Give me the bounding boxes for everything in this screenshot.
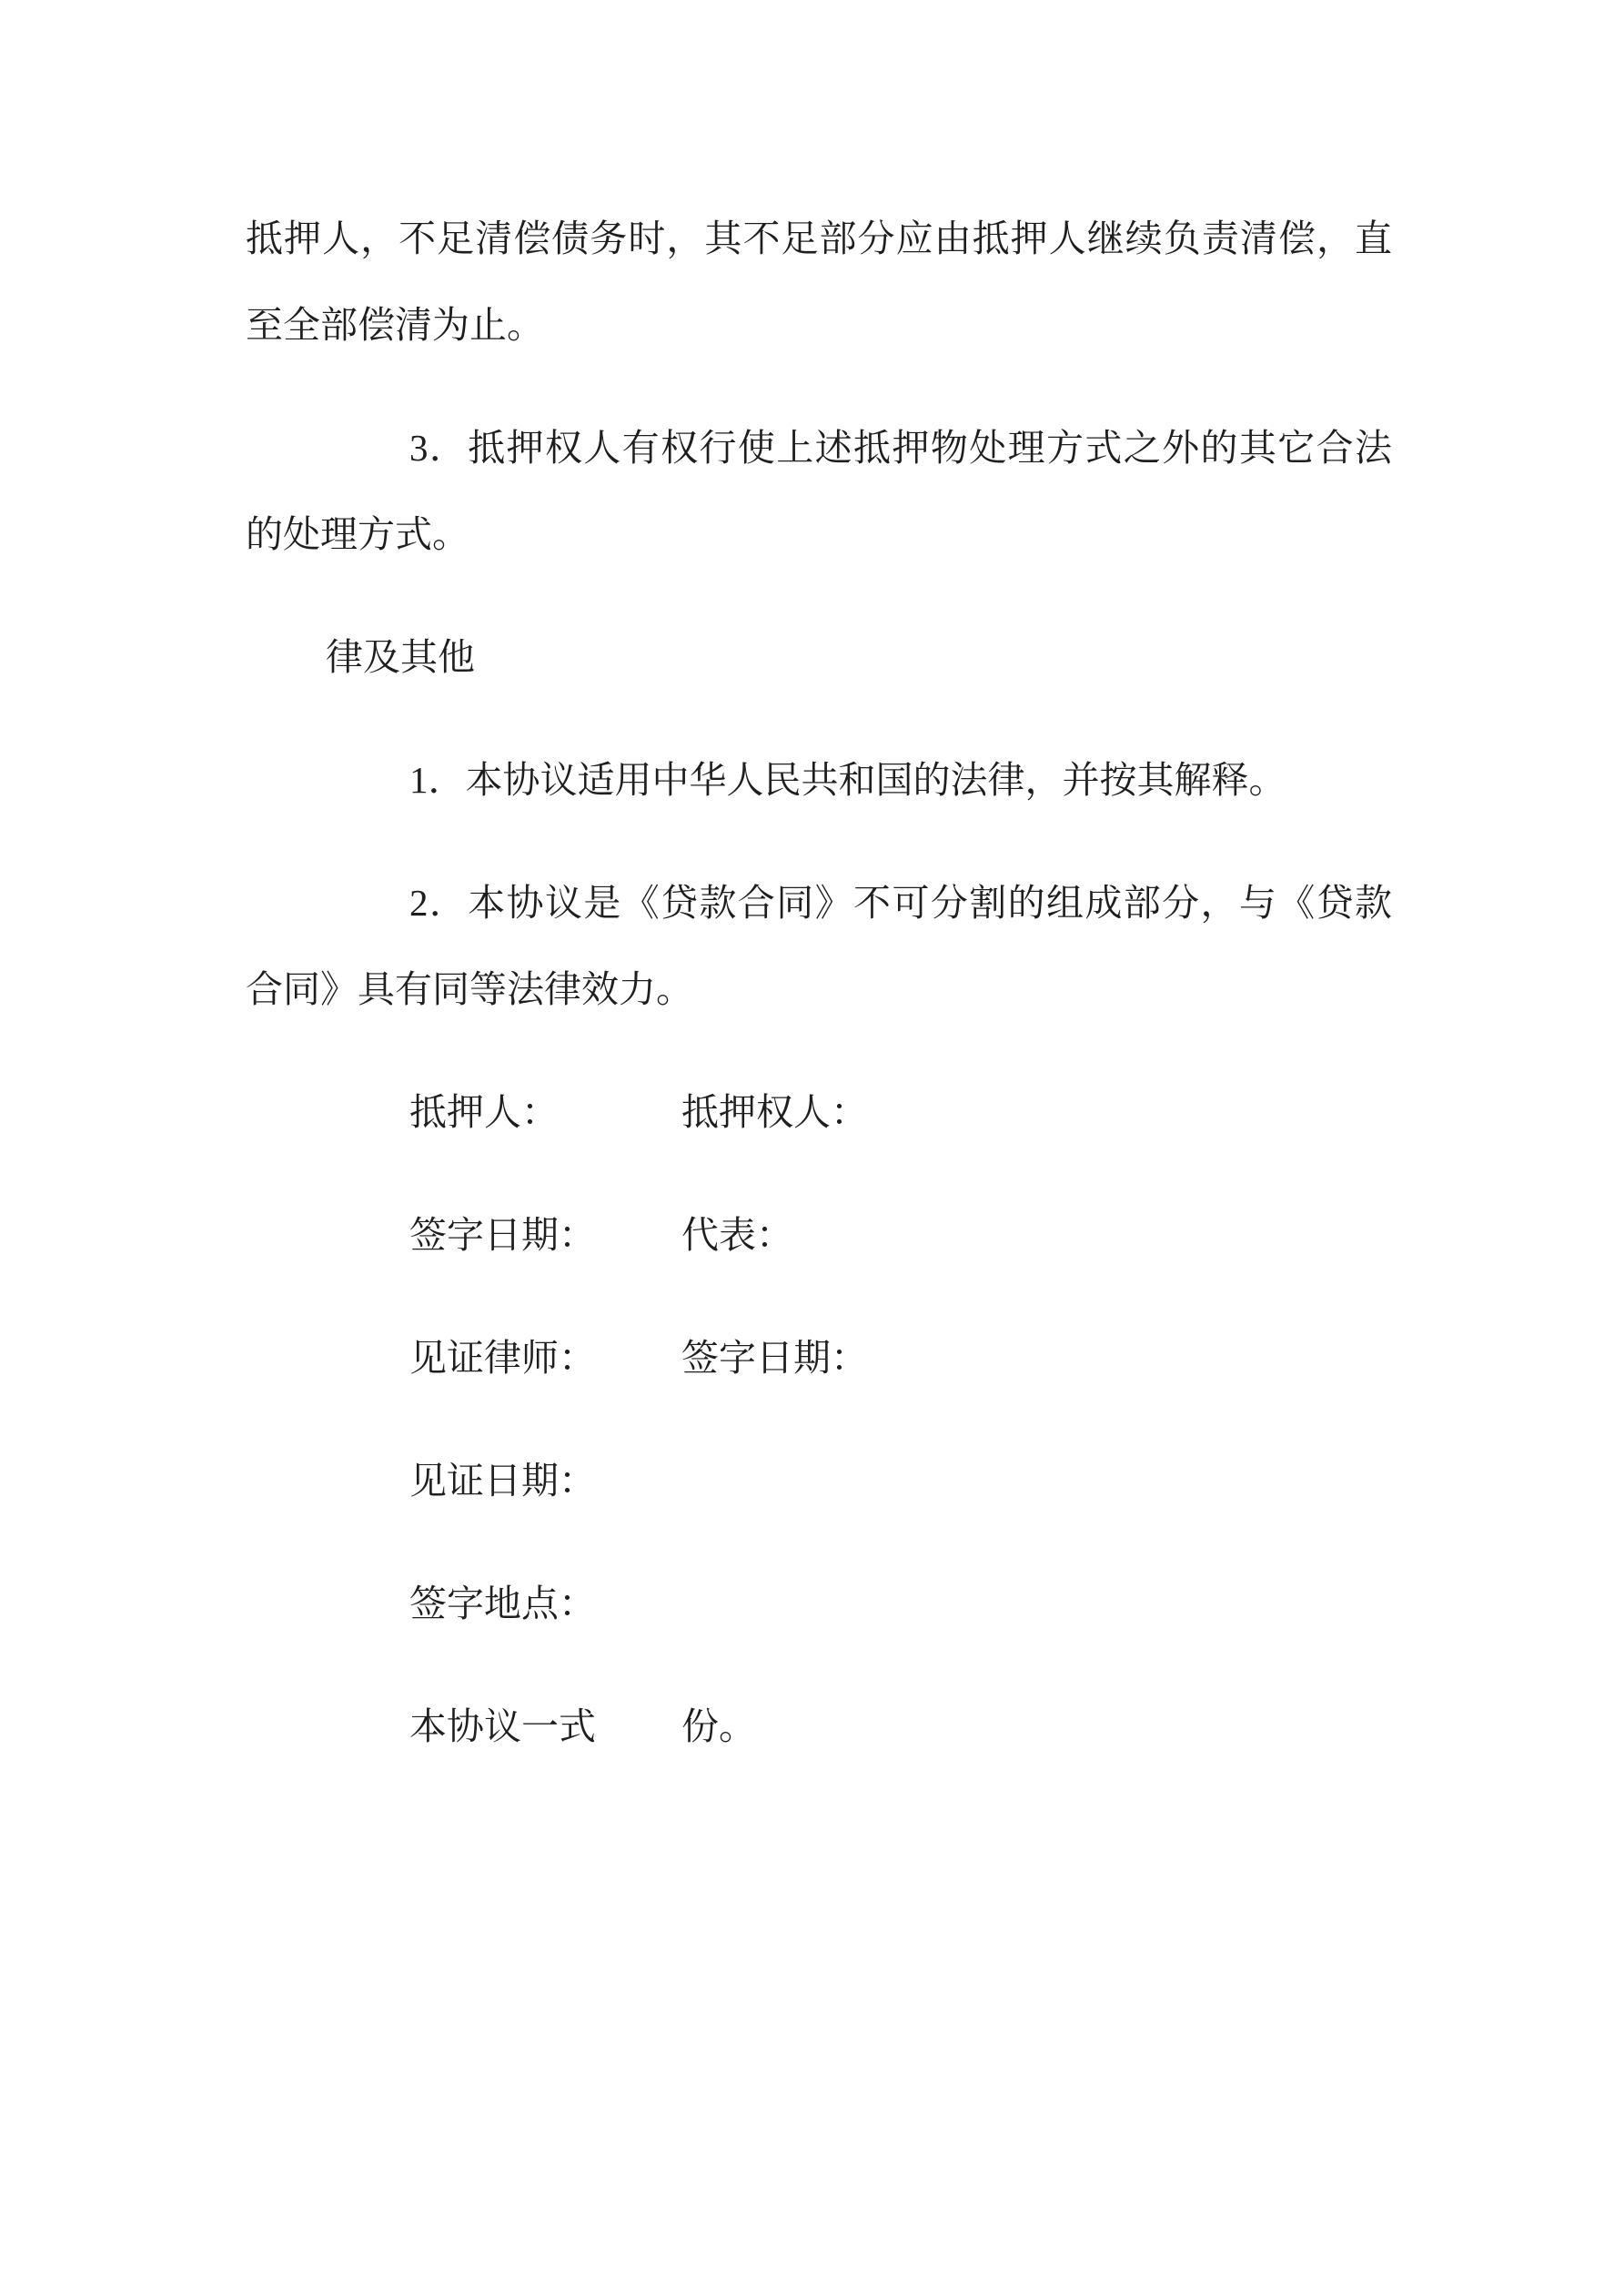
signature-row-mortgagor — [246, 1069, 1392, 1156]
signature-label-mortgagee: 抵押权人： — [681, 1091, 868, 1133]
paragraph-repayment-continuation: 抵押人，不足清偿债务时，其不足部分应由抵押人继续负责清偿，直至全部偿清为止。 — [246, 217, 1392, 346]
paragraph-heading-law-and-others: 律及其他 — [326, 636, 475, 678]
signature-label-witness-date: 见证日期： — [409, 1460, 596, 1502]
signature-row-witness-date — [246, 1438, 1392, 1524]
signature-label-sign-date-2: 签字日期： — [681, 1337, 868, 1379]
signature-row-sign-place — [246, 1561, 1392, 1647]
paragraph-clause-3: 3．抵押权人有权行使上述抵押物处理方式之外的其它合法的处理方式。 — [246, 427, 1392, 555]
signature-row-sign-date — [246, 1192, 1392, 1279]
signature-row-witness-lawyer — [246, 1315, 1392, 1401]
signature-label-copies-suffix: 份。 — [681, 1705, 756, 1747]
signature-label-mortgagor: 抵押人： — [409, 1091, 559, 1133]
signature-label-witness-lawyer: 见证律师： — [409, 1337, 596, 1379]
signature-label-copies-prefix: 本协议一式 — [409, 1705, 596, 1747]
signature-label-sign-place: 签字地点： — [409, 1583, 596, 1624]
signature-row-copies — [246, 1684, 1392, 1770]
signature-label-representative: 代表： — [681, 1214, 793, 1256]
paragraph-clause-1: 1．本协议适用中华人民共和国的法律，并按其解释。 — [409, 759, 1286, 801]
signature-label-sign-date: 签字日期： — [409, 1214, 596, 1256]
paragraph-clause-2: 2．本协议是《贷款合同》不可分割的组成部分，与《贷款合同》具有同等法律效力。 — [246, 882, 1392, 1010]
